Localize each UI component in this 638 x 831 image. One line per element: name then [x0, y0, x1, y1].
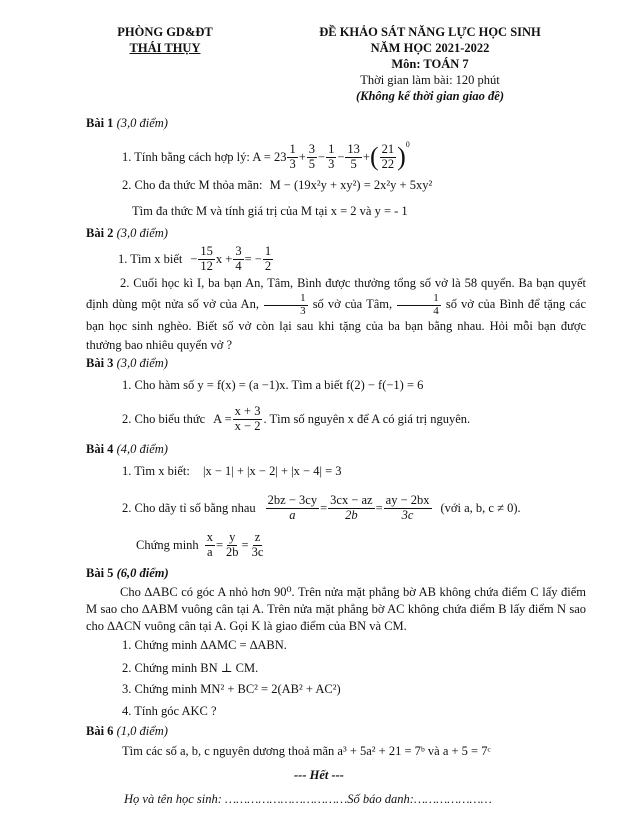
fraction: $\frac{y}{2b}$ — [226, 530, 239, 559]
bai1-heading — [86, 116, 168, 131]
bai4-q3-text: Chứng minh — [136, 537, 199, 552]
fraction: $\frac{1}{4}$ — [397, 293, 441, 317]
fraction: $\frac{x}{a}$ — [206, 530, 213, 559]
subject: Môn: TOÁN 7 — [391, 57, 469, 71]
fraction: 1 3 — [289, 142, 296, 171]
duration: Thời gian làm bài: 120 phút — [360, 73, 500, 87]
fraction: 21 22 — [381, 142, 395, 171]
bai4-q1-expr: |x − 1| + |x − 2| + |x − 4| = 3 — [202, 464, 342, 478]
bai5-q4: 4. Tính góc AKC ? — [122, 704, 217, 718]
bai1-label: Bài 1 — [86, 116, 114, 130]
bai1-q2 — [122, 178, 432, 193]
bai3-label: Bài 3 — [86, 356, 114, 370]
bai1-q3: Tìm đa thức M và tính giá trị của M tại x = 2 và y = - 1 — [132, 204, 408, 218]
bai5-intro: Cho ∆ABC có góc A nhỏ hơn 90⁰. Trên nửa mặt phẳng bờ AB không chứa điểm C lấy điểm M sao cho ∆ABM vuông cân tại A. Trên nửa mặt phẳng bờ AC không chứa điểm B lấy điểm N sao cho ∆ACN vuông cân tại A. Gọi K là giao điểm của BN và CM. — [86, 585, 586, 633]
exam-header-block — [290, 24, 570, 104]
bai5-q3: 3. Chứng minh MN² + BC² = 2(AB² + AC²) — [122, 682, 341, 696]
bai5-label: Bài 5 — [86, 566, 114, 580]
fraction: $\frac{ay - 2bx}{3c}$ — [385, 493, 430, 522]
bai3-q2-tail: . Tìm số nguyên x để A có giá trị nguyên. — [263, 411, 471, 426]
bai2-points: (3,0 điểm) — [116, 226, 168, 240]
department-block — [100, 24, 230, 56]
fraction: $\frac{3}{5}$ — [308, 142, 316, 171]
bai2-heading — [86, 226, 168, 241]
bai3-points: (3,0 điểm) — [116, 356, 168, 370]
end-marker: --- Hết --- — [294, 768, 344, 782]
bai2-q1-text: 1. Tìm x biết — [118, 251, 183, 266]
bai4-heading — [86, 442, 168, 457]
district-name: THÁI THỤY — [129, 41, 201, 55]
bai6-points: (1,0 điểm) — [116, 724, 168, 738]
bai4-points: (4,0 điểm) — [116, 442, 168, 456]
bai6-label: Bài 6 — [86, 724, 114, 738]
bai4-label: Bài 4 — [86, 442, 114, 456]
bai4-q1 — [122, 464, 342, 479]
bai4-q2-text: 2. Cho dãy tỉ số bằng nhau — [122, 500, 256, 515]
bai1-points: (3,0 điểm) — [116, 116, 168, 130]
fraction: $\frac{1}{2}$ — [264, 244, 272, 273]
fraction: $\frac{1}{3}$ — [328, 142, 335, 171]
bai4-q2: 2. Cho dãy tỉ số bằng nhau $\frac{2bz - 3cy}{a}$ = $\frac{3cx - az}{2b}$ = $\frac{ay - 2bx}{3c}$ (với a, b, c ≠ 0). — [122, 493, 521, 522]
bai6-question: Tìm các số a, b, c nguyên dương thoả mãn a³ + 5a² + 21 = 7ᵇ và a + 5 = 7ᶜ — [122, 744, 491, 758]
bai3-heading — [86, 356, 168, 371]
fraction: $\frac{z}{3c}$ — [251, 530, 264, 559]
student-info-line: Họ và tên học sinh: ……………………………Số báo danh:………………… — [124, 792, 492, 806]
department-name: PHÒNG GD&ĐT — [117, 25, 213, 39]
bai3-q1: 1. Cho hàm số y = f(x) = (a −1)x. Tìm a biết f(2) − f(−1) = 6 — [122, 378, 424, 392]
bai2-q2-text: 2. Cuối học kì I, ba bạn An, Tâm, Bình được thưởng tổng số vở là 58 quyển. Ba bạn quyết định dùng một nửa số vở của An, — [86, 276, 586, 311]
school-year: NĂM HỌC 2021-2022 — [370, 41, 490, 55]
bai5-points: (6,0 điểm) — [116, 566, 169, 580]
exam-title: ĐỀ KHẢO SÁT NĂNG LỰC HỌC SINH — [319, 25, 541, 39]
duration-note: (Không kể thời gian giao đề) — [355, 89, 505, 103]
bai5-q2: 2. Chứng minh BN ⊥ CM. — [122, 661, 259, 675]
bai1-q1: 1. Tính bằng cách hợp lý: A = 23 1 3 + $\frac{3}{5}$ − $\frac{1}{3}$ − $\frac{13}{5}$ + ( 21 22 ) $^0$ — [122, 140, 410, 171]
fraction: $\frac{1}{3}$ — [264, 293, 308, 317]
bai3-q2: 2. Cho biểu thức A = $\frac{x + 3}{x - 2}$ . Tìm số nguyên x để A có giá trị nguyên. — [122, 404, 471, 433]
fraction: $\frac{2bz - 3cy}{a}$ — [267, 493, 318, 522]
bai4-q1-text: 1. Tìm x biết: — [122, 464, 190, 478]
bai1-q2-expr: M − (19x²y + xy²) = 2x²y + 5xy² — [269, 178, 433, 192]
bai2-q2 — [86, 274, 586, 355]
bai1-q2-text: 2. Cho đa thức M thỏa mãn: — [122, 178, 263, 192]
bai2-q2-mid2: số vở của Bình để tặng các bạn học sinh nghèo. Biết số vở còn lại sau khi tặng của ba bạn bằng nhau. Hỏi mỗi bạn được thưởng bao nhiêu quyển vở ? — [86, 296, 587, 353]
fraction: $\frac{x + 3}{x - 2}$ — [234, 404, 261, 433]
bai2-q1: 1. Tìm x biết − $\frac{15}{12}$ x + $\frac{3}{4}$ = − $\frac{1}{2}$ — [118, 244, 272, 273]
bai5-q1: 1. Chứng minh ∆AMC = ∆ABN. — [122, 638, 287, 652]
fraction: $\frac{3}{4}$ — [235, 244, 242, 273]
bai4-q2-cond: (với a, b, c ≠ 0). — [440, 500, 521, 515]
fraction: $\frac{15}{12}$ — [200, 244, 213, 273]
bai5-heading — [86, 566, 169, 581]
fraction: $\frac{3cx - az}{2b}$ — [330, 493, 373, 522]
fraction: $\frac{13}{5}$ — [347, 142, 360, 171]
bai6-heading — [86, 724, 168, 739]
bai4-q3: Chứng minh $\frac{x}{a}$ = $\frac{y}{2b}$ = $\frac{z}{3c}$ — [136, 530, 264, 559]
bai3-q2-text: 2. Cho biểu thức — [122, 411, 206, 426]
bai2-label: Bài 2 — [86, 226, 114, 240]
bai2-q2-mid1: số vở của Tâm, — [312, 296, 393, 311]
bai1-q1-text: 1. Tính bằng cách hợp lý: A = 23 — [122, 149, 287, 164]
